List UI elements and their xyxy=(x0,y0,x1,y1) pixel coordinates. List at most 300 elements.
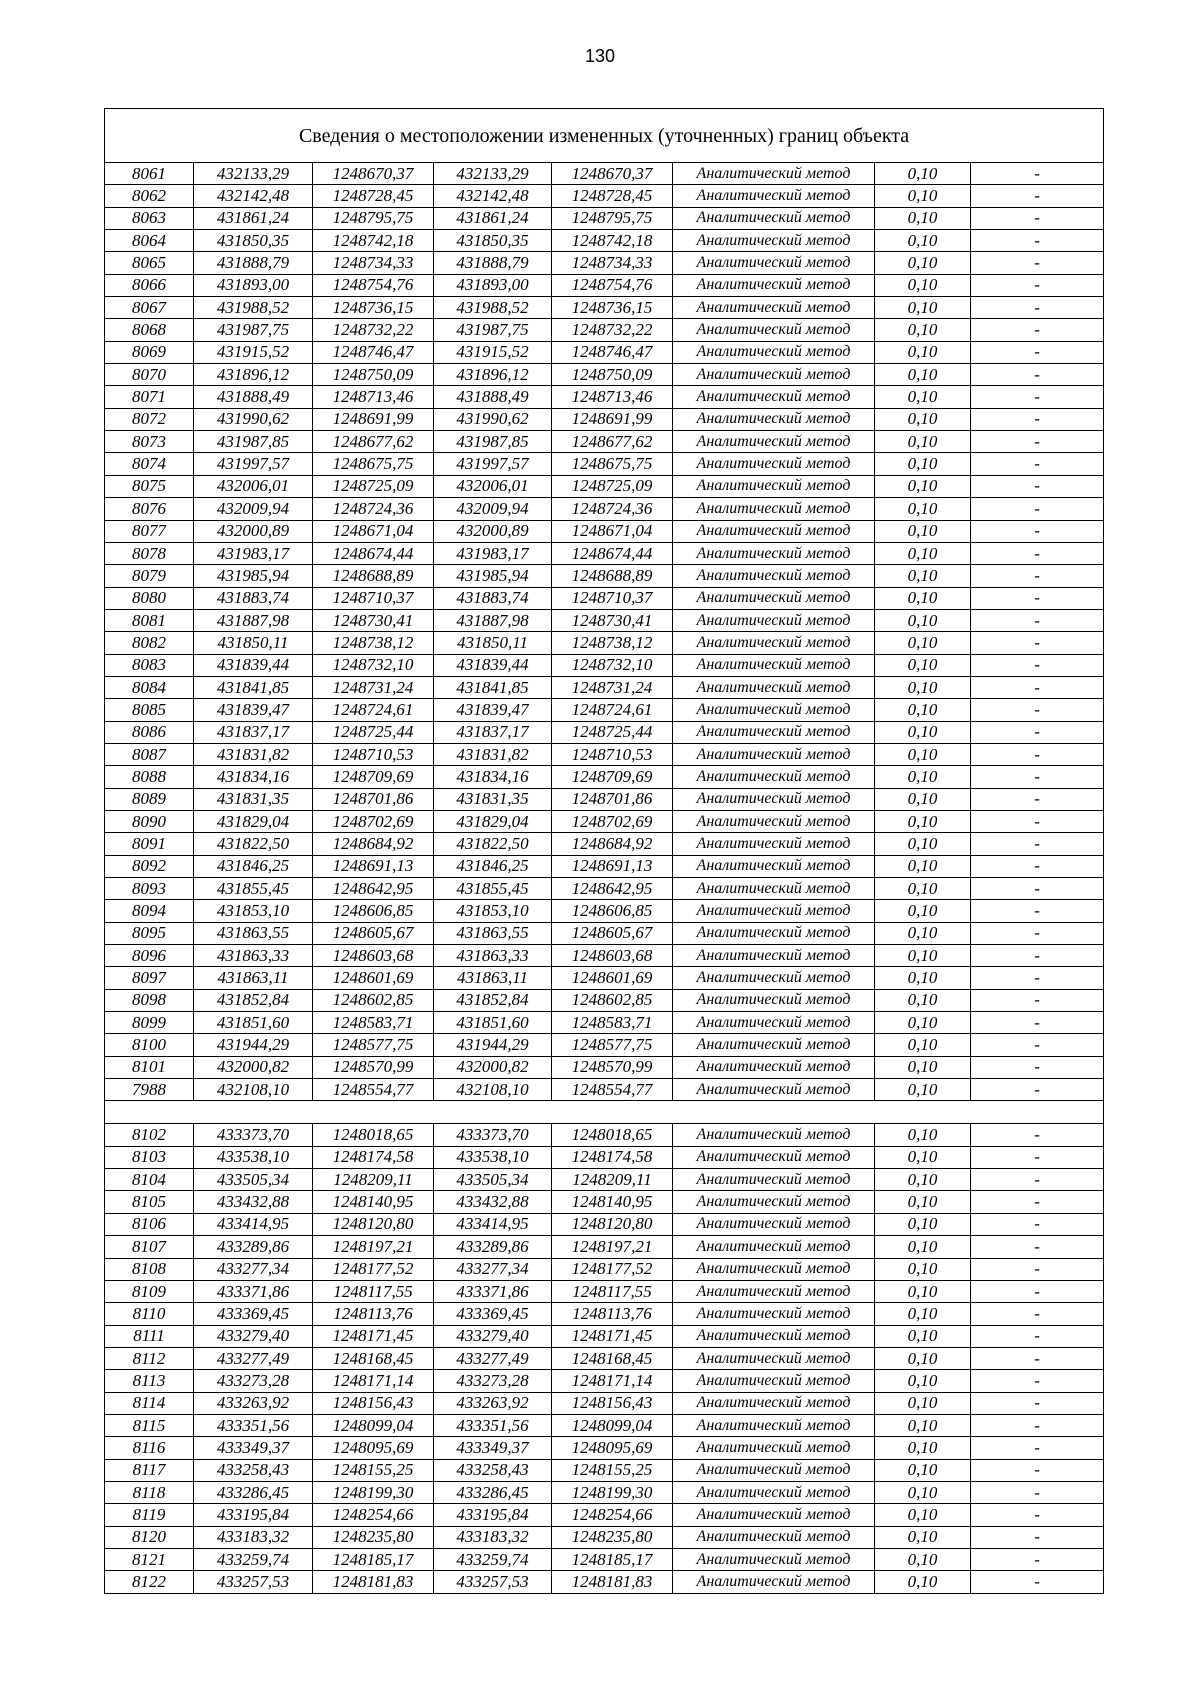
y-existing-cell: 1248156,43 xyxy=(313,1392,434,1414)
method-cell: Аналитический метод xyxy=(673,1280,875,1302)
method-cell: Аналитический метод xyxy=(673,833,875,855)
method-cell: Аналитический метод xyxy=(673,676,875,698)
accuracy-cell: 0,10 xyxy=(875,721,971,743)
point-number-cell: 8108 xyxy=(105,1258,194,1280)
x-new-cell: 431851,60 xyxy=(434,1012,552,1034)
y-new-cell: 1248736,15 xyxy=(552,297,673,319)
point-number-cell: 8114 xyxy=(105,1392,194,1414)
y-new-cell: 1248728,45 xyxy=(552,185,673,207)
method-cell: Аналитический метод xyxy=(673,207,875,229)
description-cell: - xyxy=(971,185,1104,207)
x-existing-cell: 431985,94 xyxy=(194,565,313,587)
y-new-cell: 1248677,62 xyxy=(552,431,673,453)
method-cell: Аналитический метод xyxy=(673,542,875,564)
x-existing-cell: 433259,74 xyxy=(194,1548,313,1570)
x-new-cell: 432108,10 xyxy=(434,1079,552,1101)
x-new-cell: 431822,50 xyxy=(434,833,552,855)
table-row xyxy=(105,1012,1104,1034)
x-existing-cell: 431846,25 xyxy=(194,855,313,877)
y-new-cell: 1248583,71 xyxy=(552,1012,673,1034)
description-cell: - xyxy=(971,833,1104,855)
x-existing-cell: 431831,82 xyxy=(194,743,313,765)
point-number-cell: 8101 xyxy=(105,1056,194,1078)
x-existing-cell: 433257,53 xyxy=(194,1571,313,1593)
x-existing-cell: 433263,92 xyxy=(194,1392,313,1414)
description-cell: - xyxy=(971,431,1104,453)
x-new-cell: 431896,12 xyxy=(434,364,552,386)
x-existing-cell: 432000,89 xyxy=(194,520,313,542)
y-new-cell: 1248688,89 xyxy=(552,565,673,587)
x-new-cell: 432000,82 xyxy=(434,1056,552,1078)
point-number-cell: 8072 xyxy=(105,408,194,430)
x-new-cell: 433195,84 xyxy=(434,1504,552,1526)
method-cell: Аналитический метод xyxy=(673,1414,875,1436)
x-existing-cell: 431863,33 xyxy=(194,945,313,967)
accuracy-cell: 0,10 xyxy=(875,565,971,587)
x-new-cell: 431839,44 xyxy=(434,654,552,676)
x-new-cell: 431861,24 xyxy=(434,207,552,229)
method-cell: Аналитический метод xyxy=(673,855,875,877)
table-row xyxy=(105,1571,1104,1593)
x-existing-cell: 431850,35 xyxy=(194,230,313,252)
table-row xyxy=(105,431,1104,453)
x-existing-cell: 433538,10 xyxy=(194,1146,313,1168)
y-existing-cell: 1248709,69 xyxy=(313,766,434,788)
x-existing-cell: 432000,82 xyxy=(194,1056,313,1078)
y-new-cell: 1248603,68 xyxy=(552,945,673,967)
table-row xyxy=(105,855,1104,877)
table-row xyxy=(105,1258,1104,1280)
x-existing-cell: 431987,75 xyxy=(194,319,313,341)
x-existing-cell: 431863,11 xyxy=(194,967,313,989)
table-row xyxy=(105,230,1104,252)
description-cell: - xyxy=(971,900,1104,922)
y-new-cell: 1248171,45 xyxy=(552,1325,673,1347)
y-existing-cell: 1248185,17 xyxy=(313,1548,434,1570)
y-existing-cell: 1248570,99 xyxy=(313,1056,434,1078)
point-number-cell: 8082 xyxy=(105,632,194,654)
point-number-cell: 8062 xyxy=(105,185,194,207)
description-cell: - xyxy=(971,453,1104,475)
table-row xyxy=(105,676,1104,698)
method-cell: Аналитический метод xyxy=(673,453,875,475)
table-row xyxy=(105,297,1104,319)
point-number-cell: 8119 xyxy=(105,1504,194,1526)
y-new-cell: 1248185,17 xyxy=(552,1548,673,1570)
point-number-cell: 8077 xyxy=(105,520,194,542)
y-existing-cell: 1248577,75 xyxy=(313,1034,434,1056)
boundary-table-sheet xyxy=(104,108,1103,1594)
description-cell: - xyxy=(971,341,1104,363)
table-row xyxy=(105,565,1104,587)
table-row xyxy=(105,878,1104,900)
table-row xyxy=(105,520,1104,542)
y-existing-cell: 1248677,62 xyxy=(313,431,434,453)
table-row xyxy=(105,989,1104,1011)
x-existing-cell: 431829,04 xyxy=(194,810,313,832)
y-new-cell: 1248691,99 xyxy=(552,408,673,430)
description-cell: - xyxy=(971,386,1104,408)
y-new-cell: 1248713,46 xyxy=(552,386,673,408)
x-existing-cell: 431831,35 xyxy=(194,788,313,810)
accuracy-cell: 0,10 xyxy=(875,1571,971,1593)
method-cell: Аналитический метод xyxy=(673,1437,875,1459)
x-new-cell: 432009,94 xyxy=(434,498,552,520)
accuracy-cell: 0,10 xyxy=(875,230,971,252)
y-new-cell: 1248095,69 xyxy=(552,1437,673,1459)
method-cell: Аналитический метод xyxy=(673,1124,875,1146)
description-cell: - xyxy=(971,1347,1104,1369)
description-cell: - xyxy=(971,163,1104,185)
table-row xyxy=(105,1392,1104,1414)
point-number-cell: 8061 xyxy=(105,163,194,185)
x-existing-cell: 433277,49 xyxy=(194,1347,313,1369)
x-new-cell: 431829,04 xyxy=(434,810,552,832)
x-existing-cell: 431893,00 xyxy=(194,274,313,296)
description-cell: - xyxy=(971,743,1104,765)
description-cell: - xyxy=(971,1571,1104,1593)
description-cell: - xyxy=(971,721,1104,743)
table-row xyxy=(105,1325,1104,1347)
accuracy-cell: 0,10 xyxy=(875,1459,971,1481)
y-new-cell: 1248199,30 xyxy=(552,1481,673,1503)
accuracy-cell: 0,10 xyxy=(875,498,971,520)
y-existing-cell: 1248583,71 xyxy=(313,1012,434,1034)
x-new-cell: 431887,98 xyxy=(434,609,552,631)
method-cell: Аналитический метод xyxy=(673,1213,875,1235)
y-new-cell: 1248725,09 xyxy=(552,475,673,497)
point-number-cell: 8063 xyxy=(105,207,194,229)
accuracy-cell: 0,10 xyxy=(875,1236,971,1258)
x-existing-cell: 433258,43 xyxy=(194,1459,313,1481)
table-row xyxy=(105,319,1104,341)
x-new-cell: 431944,29 xyxy=(434,1034,552,1056)
point-number-cell: 8102 xyxy=(105,1124,194,1146)
y-existing-cell: 1248197,21 xyxy=(313,1236,434,1258)
accuracy-cell: 0,10 xyxy=(875,1303,971,1325)
x-new-cell: 431834,16 xyxy=(434,766,552,788)
y-existing-cell: 1248670,37 xyxy=(313,163,434,185)
y-new-cell: 1248730,41 xyxy=(552,609,673,631)
y-new-cell: 1248732,10 xyxy=(552,654,673,676)
y-existing-cell: 1248724,61 xyxy=(313,699,434,721)
y-existing-cell: 1248018,65 xyxy=(313,1124,434,1146)
x-existing-cell: 433371,86 xyxy=(194,1280,313,1302)
accuracy-cell: 0,10 xyxy=(875,1169,971,1191)
accuracy-cell: 0,10 xyxy=(875,1124,971,1146)
y-new-cell: 1248710,37 xyxy=(552,587,673,609)
group-separator-cell xyxy=(105,1101,1104,1124)
accuracy-cell: 0,10 xyxy=(875,945,971,967)
table-row xyxy=(105,185,1104,207)
accuracy-cell: 0,10 xyxy=(875,408,971,430)
y-existing-cell: 1248795,75 xyxy=(313,207,434,229)
x-new-cell: 432133,29 xyxy=(434,163,552,185)
point-number-cell: 8088 xyxy=(105,766,194,788)
table-row xyxy=(105,207,1104,229)
y-new-cell: 1248099,04 xyxy=(552,1414,673,1436)
method-cell: Аналитический метод xyxy=(673,1146,875,1168)
y-existing-cell: 1248724,36 xyxy=(313,498,434,520)
table-row xyxy=(105,1459,1104,1481)
table-row xyxy=(105,900,1104,922)
accuracy-cell: 0,10 xyxy=(875,1504,971,1526)
table-row xyxy=(105,1236,1104,1258)
y-existing-cell: 1248209,11 xyxy=(313,1169,434,1191)
description-cell: - xyxy=(971,319,1104,341)
x-new-cell: 433505,34 xyxy=(434,1169,552,1191)
y-existing-cell: 1248155,25 xyxy=(313,1459,434,1481)
y-new-cell: 1248602,85 xyxy=(552,989,673,1011)
y-new-cell: 1248671,04 xyxy=(552,520,673,542)
description-cell: - xyxy=(971,475,1104,497)
table-row xyxy=(105,1169,1104,1191)
description-cell: - xyxy=(971,1414,1104,1436)
accuracy-cell: 0,10 xyxy=(875,475,971,497)
method-cell: Аналитический метод xyxy=(673,810,875,832)
y-existing-cell: 1248675,75 xyxy=(313,453,434,475)
y-existing-cell: 1248606,85 xyxy=(313,900,434,922)
method-cell: Аналитический метод xyxy=(673,1012,875,1034)
y-existing-cell: 1248738,12 xyxy=(313,632,434,654)
x-existing-cell: 431983,17 xyxy=(194,542,313,564)
y-new-cell: 1248709,69 xyxy=(552,766,673,788)
x-existing-cell: 431834,16 xyxy=(194,766,313,788)
table-row xyxy=(105,1347,1104,1369)
y-new-cell: 1248742,18 xyxy=(552,230,673,252)
group-separator-row xyxy=(105,1101,1104,1124)
table-row xyxy=(105,810,1104,832)
method-cell: Аналитический метод xyxy=(673,1079,875,1101)
y-new-cell: 1248702,69 xyxy=(552,810,673,832)
description-cell: - xyxy=(971,1169,1104,1191)
accuracy-cell: 0,10 xyxy=(875,1481,971,1503)
table-row xyxy=(105,1191,1104,1213)
description-cell: - xyxy=(971,1034,1104,1056)
x-new-cell: 431985,94 xyxy=(434,565,552,587)
table-row xyxy=(105,833,1104,855)
y-existing-cell: 1248702,69 xyxy=(313,810,434,832)
point-number-cell: 8098 xyxy=(105,989,194,1011)
y-new-cell: 1248605,67 xyxy=(552,922,673,944)
table-row xyxy=(105,1034,1104,1056)
accuracy-cell: 0,10 xyxy=(875,609,971,631)
description-cell: - xyxy=(971,230,1104,252)
accuracy-cell: 0,10 xyxy=(875,810,971,832)
method-cell: Аналитический метод xyxy=(673,498,875,520)
y-new-cell: 1248155,25 xyxy=(552,1459,673,1481)
accuracy-cell: 0,10 xyxy=(875,297,971,319)
y-new-cell: 1248168,45 xyxy=(552,1347,673,1369)
accuracy-cell: 0,10 xyxy=(875,1548,971,1570)
table-row xyxy=(105,1481,1104,1503)
description-cell: - xyxy=(971,788,1104,810)
point-number-cell: 8083 xyxy=(105,654,194,676)
accuracy-cell: 0,10 xyxy=(875,788,971,810)
point-number-cell: 8068 xyxy=(105,319,194,341)
point-number-cell: 8118 xyxy=(105,1481,194,1503)
x-existing-cell: 433195,84 xyxy=(194,1504,313,1526)
method-cell: Аналитический метод xyxy=(673,1325,875,1347)
point-number-cell: 8080 xyxy=(105,587,194,609)
description-cell: - xyxy=(971,1280,1104,1302)
y-new-cell: 1248171,14 xyxy=(552,1370,673,1392)
table-row xyxy=(105,1124,1104,1146)
point-number-cell: 8106 xyxy=(105,1213,194,1235)
description-cell: - xyxy=(971,1191,1104,1213)
y-existing-cell: 1248140,95 xyxy=(313,1191,434,1213)
x-new-cell: 433263,92 xyxy=(434,1392,552,1414)
method-cell: Аналитический метод xyxy=(673,1169,875,1191)
point-number-cell: 8110 xyxy=(105,1303,194,1325)
point-number-cell: 8112 xyxy=(105,1347,194,1369)
x-existing-cell: 432108,10 xyxy=(194,1079,313,1101)
y-existing-cell: 1248174,58 xyxy=(313,1146,434,1168)
accuracy-cell: 0,10 xyxy=(875,1079,971,1101)
table-row xyxy=(105,1548,1104,1570)
table-row xyxy=(105,542,1104,564)
description-cell: - xyxy=(971,207,1104,229)
method-cell: Аналитический метод xyxy=(673,341,875,363)
point-number-cell: 8113 xyxy=(105,1370,194,1392)
x-new-cell: 431893,00 xyxy=(434,274,552,296)
description-cell: - xyxy=(971,408,1104,430)
y-existing-cell: 1248254,66 xyxy=(313,1504,434,1526)
x-existing-cell: 431888,49 xyxy=(194,386,313,408)
x-existing-cell: 431822,50 xyxy=(194,833,313,855)
accuracy-cell: 0,10 xyxy=(875,766,971,788)
table-title: Сведения о местоположении измененных (уточненных) границ объекта xyxy=(105,109,1104,163)
table-row xyxy=(105,945,1104,967)
method-cell: Аналитический метод xyxy=(673,475,875,497)
y-new-cell: 1248710,53 xyxy=(552,743,673,765)
point-number-cell: 8087 xyxy=(105,743,194,765)
description-cell: - xyxy=(971,297,1104,319)
table-row xyxy=(105,498,1104,520)
y-new-cell: 1248754,76 xyxy=(552,274,673,296)
x-existing-cell: 431855,45 xyxy=(194,878,313,900)
x-existing-cell: 432009,94 xyxy=(194,498,313,520)
x-new-cell: 431852,84 xyxy=(434,989,552,1011)
description-cell: - xyxy=(971,498,1104,520)
description-cell: - xyxy=(971,945,1104,967)
method-cell: Аналитический метод xyxy=(673,989,875,1011)
table-row xyxy=(105,788,1104,810)
y-existing-cell: 1248688,89 xyxy=(313,565,434,587)
y-existing-cell: 1248199,30 xyxy=(313,1481,434,1503)
method-cell: Аналитический метод xyxy=(673,297,875,319)
y-existing-cell: 1248736,15 xyxy=(313,297,434,319)
accuracy-cell: 0,10 xyxy=(875,1414,971,1436)
y-existing-cell: 1248603,68 xyxy=(313,945,434,967)
accuracy-cell: 0,10 xyxy=(875,386,971,408)
y-new-cell: 1248738,12 xyxy=(552,632,673,654)
description-cell: - xyxy=(971,252,1104,274)
x-existing-cell: 433369,45 xyxy=(194,1303,313,1325)
method-cell: Аналитический метод xyxy=(673,654,875,676)
y-existing-cell: 1248181,83 xyxy=(313,1571,434,1593)
y-new-cell: 1248684,92 xyxy=(552,833,673,855)
method-cell: Аналитический метод xyxy=(673,431,875,453)
x-existing-cell: 431839,44 xyxy=(194,654,313,676)
y-existing-cell: 1248602,85 xyxy=(313,989,434,1011)
x-new-cell: 431888,79 xyxy=(434,252,552,274)
description-cell: - xyxy=(971,1548,1104,1570)
x-existing-cell: 431887,98 xyxy=(194,609,313,631)
x-existing-cell: 431841,85 xyxy=(194,676,313,698)
accuracy-cell: 0,10 xyxy=(875,542,971,564)
y-new-cell: 1248197,21 xyxy=(552,1236,673,1258)
accuracy-cell: 0,10 xyxy=(875,654,971,676)
accuracy-cell: 0,10 xyxy=(875,163,971,185)
table-row xyxy=(105,1056,1104,1078)
accuracy-cell: 0,10 xyxy=(875,1034,971,1056)
description-cell: - xyxy=(971,654,1104,676)
point-number-cell: 8095 xyxy=(105,922,194,944)
table-row xyxy=(105,408,1104,430)
method-cell: Аналитический метод xyxy=(673,1571,875,1593)
x-new-cell: 431850,35 xyxy=(434,230,552,252)
table-row xyxy=(105,1414,1104,1436)
point-number-cell: 8084 xyxy=(105,676,194,698)
x-new-cell: 431915,52 xyxy=(434,341,552,363)
accuracy-cell: 0,10 xyxy=(875,900,971,922)
method-cell: Аналитический метод xyxy=(673,386,875,408)
accuracy-cell: 0,10 xyxy=(875,855,971,877)
y-existing-cell: 1248099,04 xyxy=(313,1414,434,1436)
accuracy-cell: 0,10 xyxy=(875,587,971,609)
description-cell: - xyxy=(971,632,1104,654)
method-cell: Аналитический метод xyxy=(673,1034,875,1056)
point-number-cell: 8079 xyxy=(105,565,194,587)
x-new-cell: 433273,28 xyxy=(434,1370,552,1392)
x-new-cell: 431831,35 xyxy=(434,788,552,810)
point-number-cell: 8076 xyxy=(105,498,194,520)
x-existing-cell: 431837,17 xyxy=(194,721,313,743)
method-cell: Аналитический метод xyxy=(673,609,875,631)
y-existing-cell: 1248671,04 xyxy=(313,520,434,542)
accuracy-cell: 0,10 xyxy=(875,1146,971,1168)
y-existing-cell: 1248754,76 xyxy=(313,274,434,296)
point-number-cell: 8100 xyxy=(105,1034,194,1056)
accuracy-cell: 0,10 xyxy=(875,1437,971,1459)
method-cell: Аналитический метод xyxy=(673,632,875,654)
x-new-cell: 431855,45 xyxy=(434,878,552,900)
accuracy-cell: 0,10 xyxy=(875,185,971,207)
point-number-cell: 8074 xyxy=(105,453,194,475)
method-cell: Аналитический метод xyxy=(673,274,875,296)
table-row xyxy=(105,386,1104,408)
accuracy-cell: 0,10 xyxy=(875,1213,971,1235)
method-cell: Аналитический метод xyxy=(673,1347,875,1369)
method-cell: Аналитический метод xyxy=(673,967,875,989)
x-new-cell: 433257,53 xyxy=(434,1571,552,1593)
x-new-cell: 433414,95 xyxy=(434,1213,552,1235)
point-number-cell: 8078 xyxy=(105,542,194,564)
method-cell: Аналитический метод xyxy=(673,1370,875,1392)
point-number-cell: 8122 xyxy=(105,1571,194,1593)
y-new-cell: 1248606,85 xyxy=(552,900,673,922)
description-cell: - xyxy=(971,967,1104,989)
x-new-cell: 431837,17 xyxy=(434,721,552,743)
point-number-cell: 8066 xyxy=(105,274,194,296)
description-cell: - xyxy=(971,1481,1104,1503)
x-new-cell: 431863,11 xyxy=(434,967,552,989)
table-row xyxy=(105,364,1104,386)
method-cell: Аналитический метод xyxy=(673,766,875,788)
x-new-cell: 433289,86 xyxy=(434,1236,552,1258)
accuracy-cell: 0,10 xyxy=(875,676,971,698)
